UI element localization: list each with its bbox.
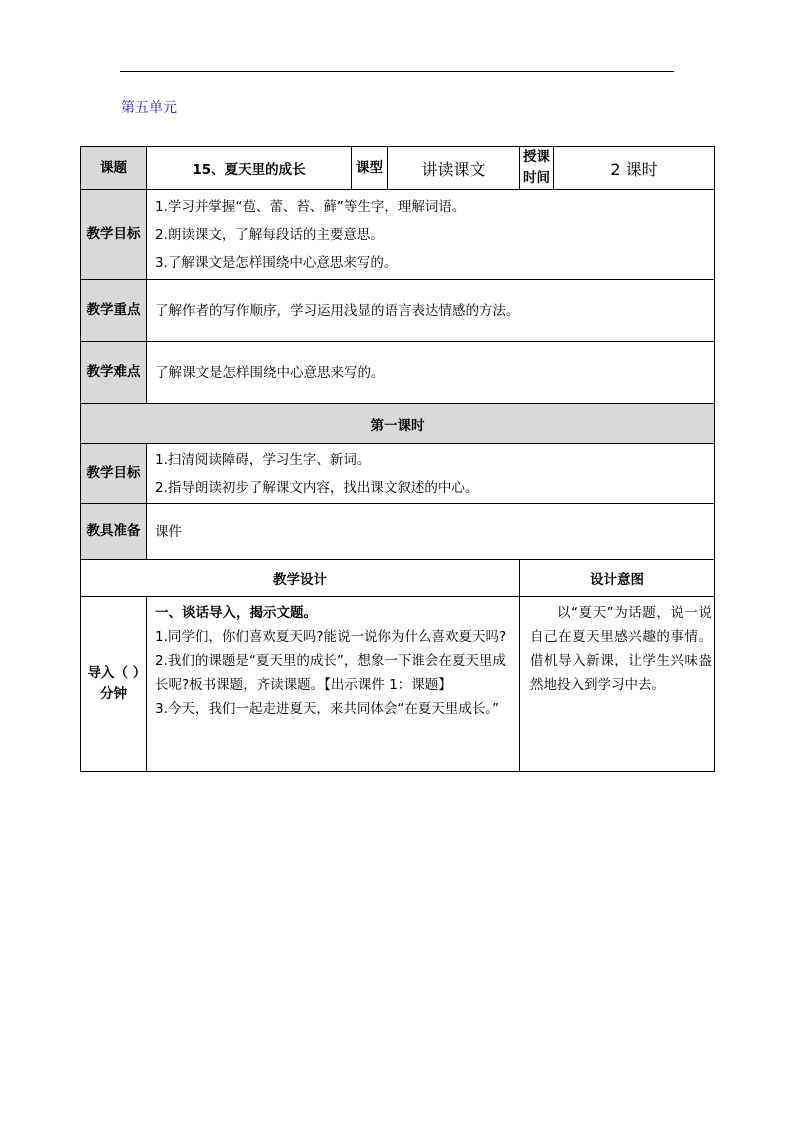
design-line: 3.今天，我们一起走进夏天，来共同体会“在夏天里成长。” xyxy=(155,701,500,717)
key-label: 教学重点 xyxy=(81,280,147,342)
period-heading: 第一课时 xyxy=(81,404,715,444)
tools-row xyxy=(81,504,715,560)
design-line: 2.我们的课题是“夏天里的成长”，想象一下谁会在夏天里成长呢?板书课题，齐读课题。【出示课件 1：课题】 xyxy=(155,653,506,693)
key-content: 了解作者的写作顺序，学习运用浅显的语言表达情感的方法。 xyxy=(147,280,715,342)
goal-item: 1.扫清阅读障碍，学习生字、新词。 xyxy=(155,451,371,468)
difficulty-content: 了解课文是怎样围绕中心意思来写的。 xyxy=(147,342,715,404)
lesson-title: 15、夏天里的成长 xyxy=(147,147,352,190)
design-content xyxy=(147,597,520,772)
goal-item: 1.学习并掌握“苞、蕾、苔、藓”等生字，理解词语。 xyxy=(155,198,466,215)
goals-label: 教学目标 xyxy=(81,190,147,280)
goals-row xyxy=(81,190,715,280)
intro-row xyxy=(81,597,715,772)
lesson-info-row xyxy=(81,147,715,190)
key-row xyxy=(81,280,715,342)
intent-content xyxy=(520,597,715,772)
goal-item: 2.朗读课文，了解每段话的主要意思。 xyxy=(155,226,384,243)
difficulty-label: 教学难点 xyxy=(81,342,147,404)
design-line: 1.同学们，你们喜欢夏天吗?能说一说你为什么喜欢夏天吗? xyxy=(155,629,507,645)
tools-label: 教具准备 xyxy=(81,504,147,560)
difficulty-row xyxy=(81,342,715,404)
header-rule xyxy=(120,71,674,72)
period-goals-content xyxy=(147,444,715,504)
lesson-type: 讲读课文 xyxy=(388,147,520,190)
goal-item: 3.了解课文是怎样围绕中心意思来写的。 xyxy=(155,254,398,271)
title-label: 课题 xyxy=(81,147,147,190)
goals-content xyxy=(147,190,715,280)
design-heading: 教学设计 xyxy=(81,560,520,597)
tools-content: 课件 xyxy=(147,504,715,560)
intent-heading: 设计意图 xyxy=(520,560,715,597)
unit-heading: 第五单元 xyxy=(121,100,177,116)
step-label: 导入（ ）分钟 xyxy=(81,597,147,772)
section-title: 一、谈话导入，揭示文题。 xyxy=(155,605,317,621)
goal-item: 2.指导朗读初步了解课文内容，找出课文叙述的中心。 xyxy=(155,479,479,496)
type-label: 课型 xyxy=(352,147,388,190)
design-heading-row xyxy=(81,560,715,597)
period-goals-label: 教学目标 xyxy=(81,444,147,504)
intent-text: 以“夏天”为话题，说一说自己在夏天里感兴趣的事情。借机导入新课，让学生兴味盎然地投入到学习中去。 xyxy=(530,605,712,693)
time-label: 授课时间 xyxy=(520,147,554,190)
period-heading-row xyxy=(81,404,715,444)
lesson-time: 2 课时 xyxy=(554,147,715,190)
lesson-plan-table xyxy=(80,146,715,772)
period-goals-row xyxy=(81,444,715,504)
